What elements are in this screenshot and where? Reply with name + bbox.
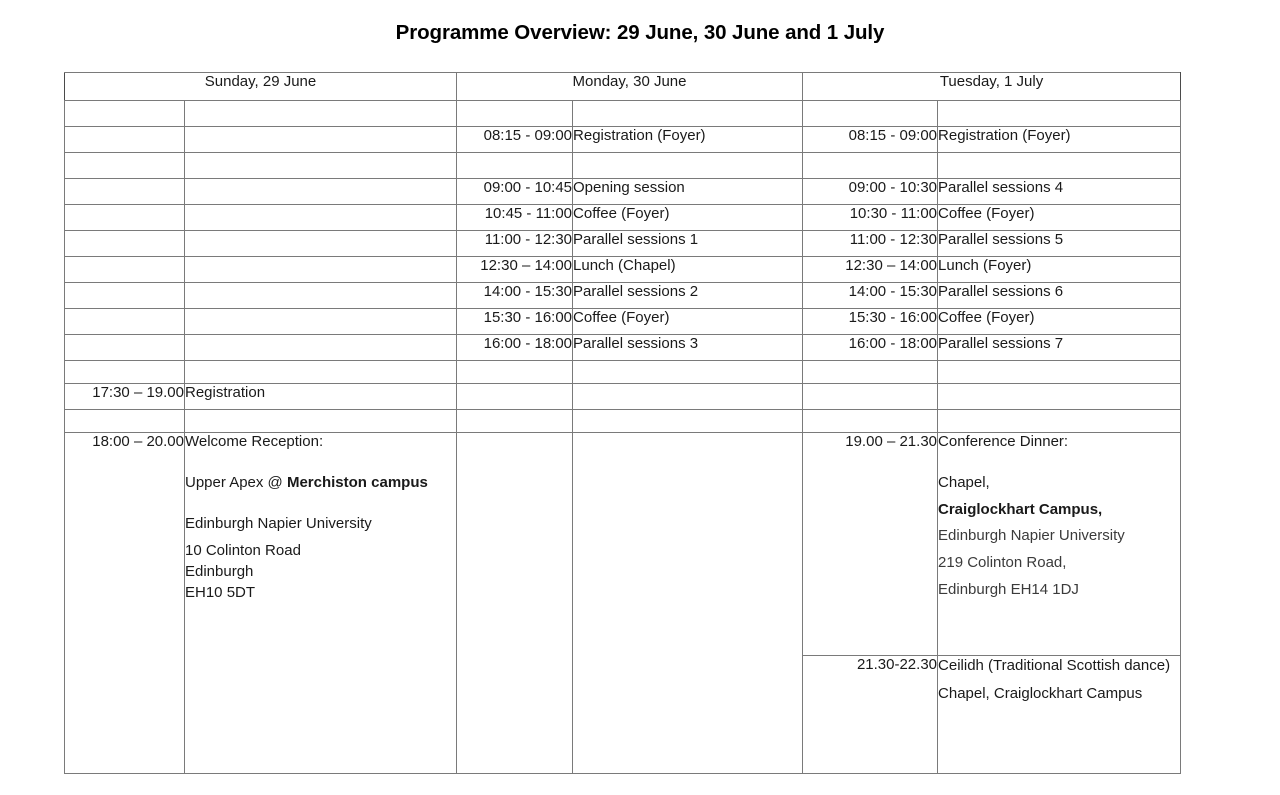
reception-venue-campus: Merchiston campus [286,473,428,491]
tuesday-ceilidh-time: 21.30-22.30 [803,656,938,774]
table-row [65,205,1181,231]
monday-session-time: 12:30 – 14:00 [457,257,573,283]
sunday-reception-time: 18:00 – 20.00 [65,433,185,774]
cell-empty [65,153,185,179]
cell-empty [185,309,457,335]
monday-session-event: Coffee (Foyer) [573,205,803,231]
reception-heading: Welcome Reception: [185,433,324,450]
tuesday-session-event: Parallel sessions 7 [938,335,1181,361]
cell-empty [573,361,803,384]
programme-table [64,72,1181,774]
cell-empty [573,384,803,410]
dinner-venue-street: 219 Colinton Road, [938,554,1067,571]
cell-empty [803,361,938,384]
monday-session-event: Coffee (Foyer) [573,309,803,335]
cell-empty [803,153,938,179]
tuesday-session-time: 15:30 - 16:00 [803,309,938,335]
dinner-venue-organisation: Edinburgh Napier University [938,527,1125,545]
monday-session-time: 10:45 - 11:00 [457,205,573,231]
cell-empty [185,361,457,384]
reception-venue-prefix: Upper Apex @ [185,473,287,491]
cell-empty [457,384,573,410]
sunday-registration-time: 17:30 – 19.00 [65,384,185,410]
spacer [938,677,1180,685]
monday-session-time: 14:00 - 15:30 [457,283,573,309]
cell-empty [457,410,573,433]
cell-empty [185,283,457,309]
cell-empty [65,410,185,433]
monday-session-time: 09:00 - 10:45 [457,179,573,205]
spacer [185,452,456,474]
dinner-heading: Conference Dinner: [938,433,1069,450]
cell-empty [65,361,185,384]
programme-table-wrapper [64,72,1180,774]
tuesday-session-event: Coffee (Foyer) [938,309,1181,335]
table-row-evening-events [65,433,1181,656]
spacer [938,519,1180,527]
cell-empty [185,127,457,153]
column-header-tuesday: Tuesday, 1 July [803,73,1181,101]
ceilidh-event: Ceilidh (Traditional Scottish dance) [938,657,1171,674]
reception-address-line-3: EH10 5DT [185,583,256,601]
cell-empty [457,101,573,127]
cell-empty [573,410,803,433]
table-row [65,231,1181,257]
cell-empty [65,231,185,257]
cell-empty [65,335,185,361]
cell-empty [573,101,803,127]
cell-empty [573,433,803,774]
monday-registration-event: Registration (Foyer) [573,127,803,153]
tuesday-dinner-time: 19.00 – 21.30 [803,433,938,656]
tuesday-session-event: Coffee (Foyer) [938,205,1181,231]
monday-session-time: 16:00 - 18:00 [457,335,573,361]
cell-empty [457,361,573,384]
dinner-venue-campus: Craiglockhart Campus, [938,500,1103,518]
cell-empty [65,257,185,283]
cell-empty [185,410,457,433]
table-row-spacer-3 [65,361,1181,384]
tuesday-session-time: 14:00 - 15:30 [803,283,938,309]
tuesday-session-time: 11:00 - 12:30 [803,231,938,257]
cell-empty [185,335,457,361]
tuesday-session-time: 09:00 - 10:30 [803,179,938,205]
spacer [938,452,1180,474]
cell-empty [185,153,457,179]
cell-empty [65,101,185,127]
tuesday-session-time: 16:00 - 18:00 [803,335,938,361]
table-row [65,283,1181,309]
tuesday-registration-event: Registration (Foyer) [938,127,1181,153]
cell-empty [457,153,573,179]
sunday-reception-details [185,433,457,774]
reception-address-line-1: 10 Colinton Road [185,542,301,560]
cell-empty [185,257,457,283]
tuesday-session-event: Parallel sessions 6 [938,283,1181,309]
cell-empty [185,231,457,257]
monday-session-event: Parallel sessions 2 [573,283,803,309]
dinner-venue-postcode: Edinburgh EH14 1DJ [938,580,1079,598]
monday-session-event: Lunch (Chapel) [573,257,803,283]
tuesday-registration-time: 08:15 - 09:00 [803,127,938,153]
tuesday-session-time: 10:30 - 11:00 [803,205,938,231]
cell-empty [938,384,1181,410]
tuesday-ceilidh-details [938,656,1181,774]
tuesday-session-event: Lunch (Foyer) [938,257,1181,283]
spacer [938,493,1180,501]
cell-empty [65,205,185,231]
spacer [938,573,1180,581]
tuesday-session-time: 12:30 – 14:00 [803,257,938,283]
cell-empty [573,153,803,179]
tuesday-dinner-details [938,433,1181,656]
cell-empty [938,410,1181,433]
spacer [938,546,1180,554]
table-row [65,257,1181,283]
cell-empty [803,410,938,433]
tuesday-session-event: Parallel sessions 4 [938,179,1181,205]
tuesday-session-event: Parallel sessions 5 [938,231,1181,257]
table-row-spacer-1 [65,101,1181,127]
reception-venue [185,474,456,493]
monday-session-event: Opening session [573,179,803,205]
monday-registration-time: 08:15 - 09:00 [457,127,573,153]
cell-empty [938,153,1181,179]
column-header-monday: Monday, 30 June [457,73,803,101]
table-row [65,335,1181,361]
cell-empty [65,179,185,205]
table-header-row [65,73,1181,101]
page-title: Programme Overview: 29 June, 30 June and 1 July [395,21,885,44]
table-row [65,309,1181,335]
monday-session-event: Parallel sessions 3 [573,335,803,361]
table-row-spacer-4 [65,410,1181,433]
spacer [185,493,456,515]
cell-empty [185,205,457,231]
cell-empty [803,384,938,410]
monday-session-time: 15:30 - 16:00 [457,309,573,335]
table-row-spacer-2 [65,153,1181,179]
dinner-venue-line-1: Chapel, [938,473,990,491]
sunday-registration-event: Registration [185,384,457,410]
cell-empty [803,101,938,127]
monday-session-time: 11:00 - 12:30 [457,231,573,257]
cell-empty [185,101,457,127]
cell-empty [65,309,185,335]
column-header-sunday: Sunday, 29 June [65,73,457,101]
cell-empty [65,283,185,309]
cell-empty [65,127,185,153]
ceilidh-venue: Chapel, Craiglockhart Campus [938,684,1143,702]
cell-empty [185,179,457,205]
reception-organisation: Edinburgh Napier University [185,514,372,532]
monday-session-event: Parallel sessions 1 [573,231,803,257]
table-row-registration [65,127,1181,153]
cell-empty [938,361,1181,384]
reception-address-line-2: Edinburgh [185,562,254,580]
cell-empty [938,101,1181,127]
cell-empty [457,433,573,774]
table-row [65,179,1181,205]
table-row-sunday-registration [65,384,1181,410]
spacer [185,533,456,541]
